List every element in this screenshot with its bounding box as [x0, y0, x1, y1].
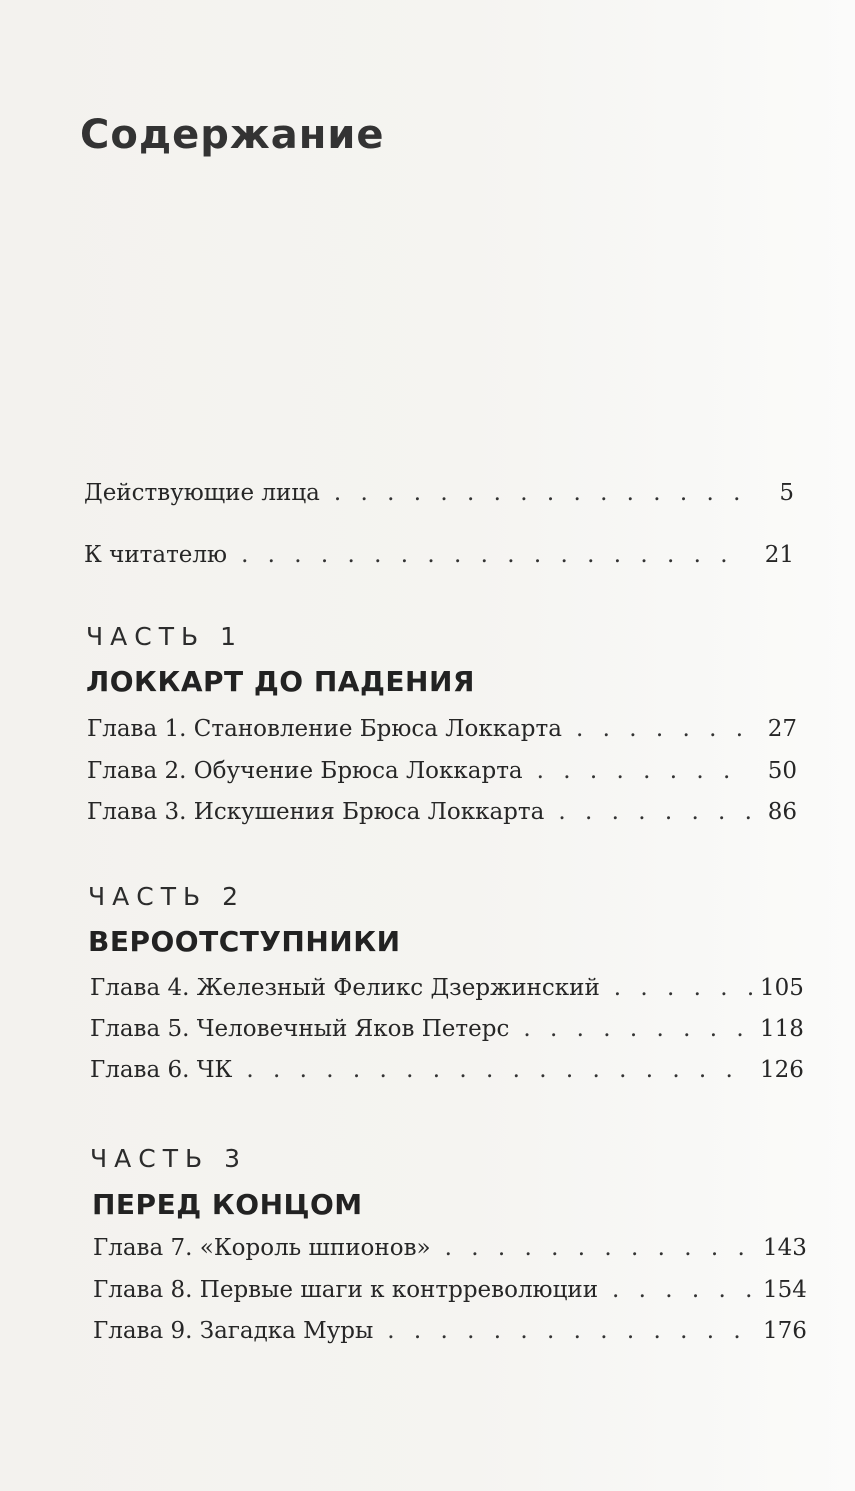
- toc-entry-label: Глава 8. Первые шаги к контрреволюции: [93, 1277, 599, 1303]
- toc-entry-page: 21: [764, 542, 794, 568]
- part-title: ВЕРООТСТУПНИКИ: [88, 925, 401, 958]
- toc-entry[interactable]: [87, 716, 797, 748]
- dot-leader: [387, 1318, 757, 1344]
- toc-entry-label: К читателю: [84, 542, 228, 568]
- toc-entry[interactable]: [87, 758, 797, 790]
- part-label: ЧАСТЬ 1: [86, 622, 243, 651]
- toc-entry-label: Глава 9. Загадка Муры: [93, 1318, 374, 1344]
- dot-leader: [614, 975, 754, 1001]
- toc-entry[interactable]: [87, 799, 797, 831]
- dot-leader: [612, 1277, 757, 1303]
- toc-entry[interactable]: [84, 480, 794, 512]
- toc-entry[interactable]: [90, 975, 804, 1007]
- toc-entry-page: 50: [767, 758, 797, 784]
- toc-entry-label: Глава 1. Становление Брюса Локкарта: [87, 716, 562, 742]
- part-label: ЧАСТЬ 2: [88, 882, 245, 911]
- toc-entry-label: Глава 2. Обучение Брюса Локкарта: [87, 758, 523, 784]
- toc-entry-label: Глава 6. ЧК: [90, 1057, 233, 1083]
- dot-leader: [445, 1235, 757, 1261]
- dot-leader: [558, 799, 751, 825]
- toc-entry[interactable]: [90, 1016, 804, 1048]
- dot-leader: [241, 542, 748, 568]
- toc-entry-page: 27: [767, 716, 797, 742]
- toc-entry[interactable]: [93, 1277, 807, 1309]
- toc-entry-page: 86: [767, 799, 797, 825]
- toc-entry-page: 5: [779, 480, 794, 506]
- toc-entry-page: 176: [763, 1318, 807, 1344]
- toc-entry[interactable]: [93, 1235, 807, 1267]
- dot-leader: [334, 480, 748, 506]
- dot-leader: [576, 716, 751, 742]
- toc-entry-page: 154: [763, 1277, 807, 1303]
- toc-entry-page: 105: [760, 975, 804, 1001]
- toc-entry-label: Глава 3. Искушения Брюса Локкарта: [87, 799, 545, 825]
- dot-leader: [523, 1016, 754, 1042]
- page-title: Содержание: [80, 112, 385, 158]
- part-title: ЛОККАРТ ДО ПАДЕНИЯ: [86, 665, 475, 698]
- part-label: ЧАСТЬ 3: [90, 1144, 247, 1173]
- toc-entry-label: Глава 4. Железный Феликс Дзержинский: [90, 975, 600, 1001]
- toc-entry-page: 126: [760, 1057, 804, 1083]
- toc-entry-label: Глава 5. Человечный Яков Петерс: [90, 1016, 510, 1042]
- toc-entry[interactable]: [93, 1318, 807, 1350]
- toc-entry-page: 118: [760, 1016, 804, 1042]
- toc-entry-label: Глава 7. «Король шпионов»: [93, 1235, 431, 1261]
- part-title: ПЕРЕД КОНЦОМ: [92, 1188, 363, 1221]
- toc-entry[interactable]: [90, 1057, 804, 1089]
- dot-leader: [246, 1057, 754, 1083]
- toc-entry-page: 143: [763, 1235, 807, 1261]
- toc-entry-label: Действующие лица: [84, 480, 320, 506]
- toc-entry[interactable]: [84, 542, 794, 574]
- dot-leader: [537, 758, 751, 784]
